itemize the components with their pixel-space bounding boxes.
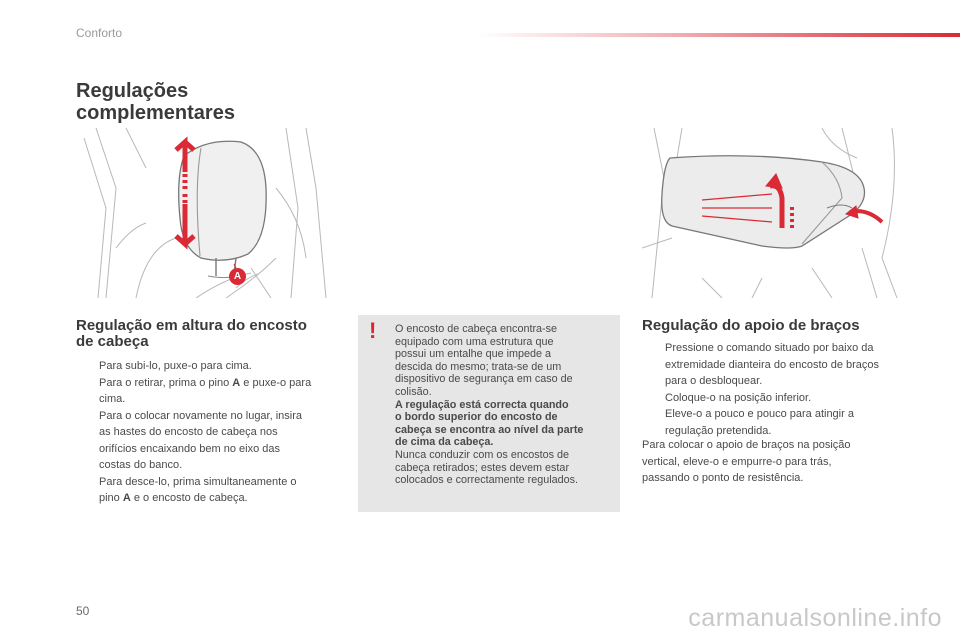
headrest-instructions <box>76 358 346 507</box>
list-item: Coloque-o na posição inferior. <box>665 391 812 404</box>
list-item: Para desce-lo, prima simultaneamente o pino A e o encosto de cabeça. <box>99 475 297 504</box>
watermark-text: carmanualsonline.info <box>688 604 942 632</box>
callout-a-badge: A <box>229 268 246 285</box>
warning-note-text <box>395 323 613 487</box>
page-number: 50 <box>76 604 90 618</box>
page-title-line-1: Regulações <box>76 80 189 102</box>
list-item: Pressione o comando situado por baixo da extremidade dianteira do encosto de braços para o desbloquear. <box>665 342 880 387</box>
headrest-title-line-1: Regulação em altura do encosto <box>76 317 307 334</box>
armrest-instructions <box>642 340 912 439</box>
exclamation-icon: ! <box>369 318 377 343</box>
page-title <box>76 80 376 124</box>
list-item: Para o retirar, prima o pino A e puxe-o para cima. <box>99 376 312 405</box>
warning-end-text: Nunca conduzir com os encostos de cabeça retirados; estes devem estar colocados e correctamente regulados. <box>395 448 579 487</box>
armrest-section-title: Regulação do apoio de braços <box>642 317 860 334</box>
header-accent-bar <box>478 33 960 37</box>
headrest-illustration <box>76 128 328 298</box>
warning-bold-text: A regulação está correcta quando o bordo superior do encosto de cabeça se encontra ao nível da parte de cima da cabeça. <box>395 398 584 449</box>
list-item: Eleve-o a pouco e pouco para atingir a regulação pretendida. <box>665 408 854 437</box>
warning-normal-text: O encosto de cabeça encontra-se equipado com uma estrutura que possui um entalhe que impede a descida do mesmo; trata-se de um dispositivo de segurança em caso de colisão. <box>395 323 573 398</box>
armrest-paragraph: Para colocar o apoio de braços na posição vertical, eleve-o e empurre-o para trás, passando o ponto de resistência. <box>642 439 851 484</box>
list-item: Para o colocar novamente no lugar, insira as hastes do encosto de cabeça nos orifícios encaixando bem no eixo das costas do banco. <box>99 409 303 471</box>
headrest-title-line-2: de cabeça <box>76 333 149 350</box>
section-name: Conforto <box>76 26 123 40</box>
armrest-illustration <box>642 128 904 298</box>
list-item: Para subi-lo, puxe-o para cima. <box>99 360 252 372</box>
page-title-line-2: complementares <box>76 102 235 124</box>
headrest-section-title <box>76 318 346 350</box>
